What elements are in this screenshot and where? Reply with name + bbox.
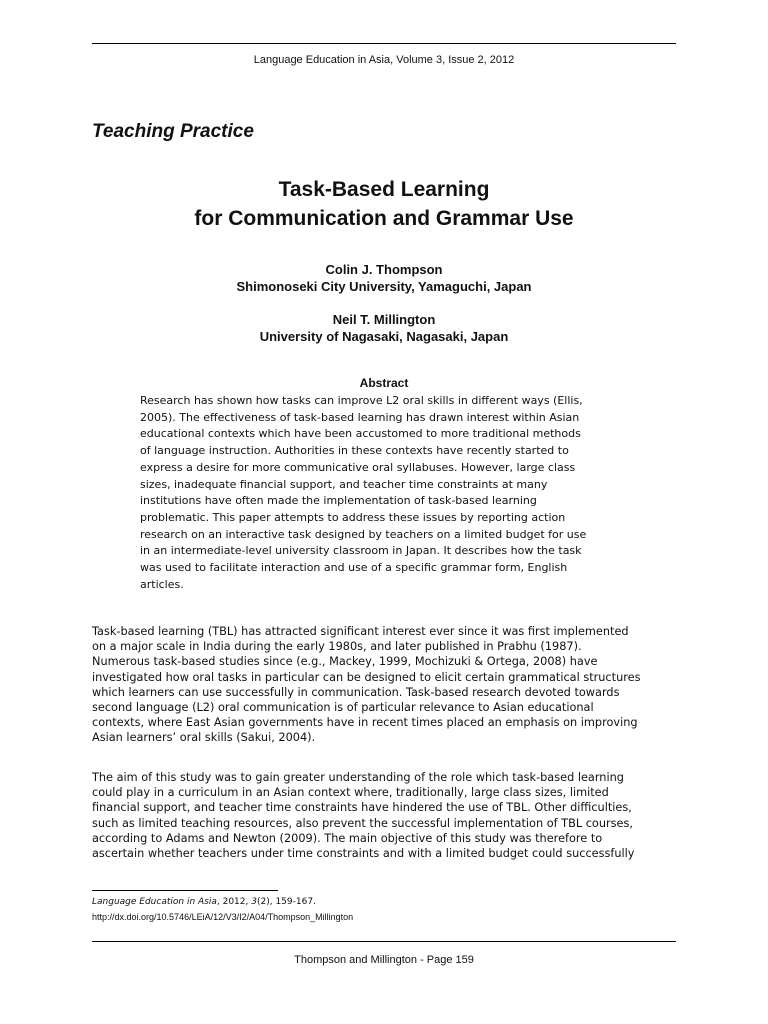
title-line-1: Task-Based Learning [278, 178, 490, 201]
body-line: financial support, and teacher time constraints have hindered the use of TBL. Other difficulties, [92, 801, 632, 815]
abstract-line: Research has shown how tasks can improve L2 oral skills in different ways (Ellis, [140, 394, 583, 407]
author-name: Colin J. Thompson [325, 262, 443, 277]
body-line: contexts, where East Asian governments have in recent times placed an emphasis on improving [92, 716, 638, 730]
abstract-line: institutions have often made the implementation of task-based learning [140, 494, 537, 508]
author-block [92, 261, 676, 295]
body-line: Numerous task-based studies since (e.g., Mackey, 1999, Mochizuki & Ortega, 2008) have [92, 655, 598, 669]
abstract-line: was used to facilitate interaction and use of a specific grammar form, English [140, 561, 568, 575]
footnote-year: , 2012, [216, 897, 252, 907]
footnote-journal: Language Education in Asia [92, 897, 217, 907]
abstract-line: educational contexts which have been accustomed to more traditional methods [140, 427, 581, 441]
body-line: which learners can use successfully in communication. Task-based research devoted towards [92, 685, 620, 699]
abstract-heading: Abstract [359, 376, 409, 390]
footnote-citation [92, 895, 676, 910]
title-line-2: for Communication and Grammar Use [194, 207, 574, 230]
footnote-issue-pages: (2), 159-167. [256, 897, 316, 907]
body-paragraph-2 [92, 770, 682, 861]
abstract-line: problematic. This paper attempts to address these issues by reporting action [140, 510, 566, 524]
body-line: ascertain whether teachers under time constraints and with a limited budget could successfully [92, 847, 635, 861]
footnote [92, 895, 676, 925]
body-line: investigated how oral tasks in particular can be designed to elicit certain grammatical structures [92, 670, 641, 684]
author-affiliation: University of Nagasaki, Nagasaki, Japan [259, 329, 509, 344]
abstract-line: sizes, inadequate financial support, and teacher time constraints at many [140, 477, 548, 491]
abstract-line: in an intermediate-level university classroom in Japan. It describes how the task [140, 544, 582, 558]
body-line: according to Adams and Newton (2009). The main objective of this study was therefore to [92, 831, 603, 845]
author-affiliation: Shimonoseki City University, Yamaguchi, Japan [236, 279, 532, 294]
footnote-volume: 3 [251, 897, 257, 907]
abstract-line: express a desire for more communicative oral syllabuses. However, large class [140, 460, 576, 474]
abstract-line: research on an interactive task designed by teachers on a limited budget for use [140, 527, 587, 541]
abstract-body [140, 393, 640, 593]
body-line: on a major scale in India during the early 1980s, and later published in Prabhu (1987). [92, 640, 582, 654]
abstract-line: of language instruction. Authorities in these contexts have recently started to [140, 444, 569, 458]
journal-header: Language Education in Asia, Volume 3, Issue 2, 2012 [253, 54, 515, 66]
article-title [92, 175, 676, 233]
abstract-line: 2005). The effectiveness of task-based learning has drawn interest within Asian [140, 410, 580, 424]
body-line: second language (L2) oral communication is of particular relevance to Asian educational [92, 701, 594, 715]
body-paragraph-1 [92, 624, 682, 746]
author-block [92, 311, 676, 345]
footer-rule [92, 941, 676, 942]
page-footer: Thompson and Millington - Page 159 [294, 954, 474, 966]
body-line: such as limited teaching resources, also prevent the successful implementation of TBL courses, [92, 816, 633, 830]
header-rule [92, 43, 676, 44]
body-line: could play in a curriculum in an Asian context where, traditionally, large class sizes, limited [92, 786, 609, 800]
section-label: Teaching Practice [92, 121, 254, 142]
author-name: Neil T. Millington [332, 312, 436, 327]
body-line: The aim of this study was to gain greater understanding of the role which task-based learning [92, 771, 624, 784]
doi-link[interactable]: http://dx.doi.org/10.5746/LEiA/12/V3/I2/A04/Thompson_Millington [92, 912, 354, 922]
body-line: Task-based learning (TBL) has attracted significant interest ever since it was first implemented [92, 625, 629, 638]
body-line: Asian learners’ oral skills (Sakui, 2004). [92, 731, 316, 745]
abstract-line: articles. [140, 577, 184, 591]
footnote-rule [92, 890, 278, 891]
